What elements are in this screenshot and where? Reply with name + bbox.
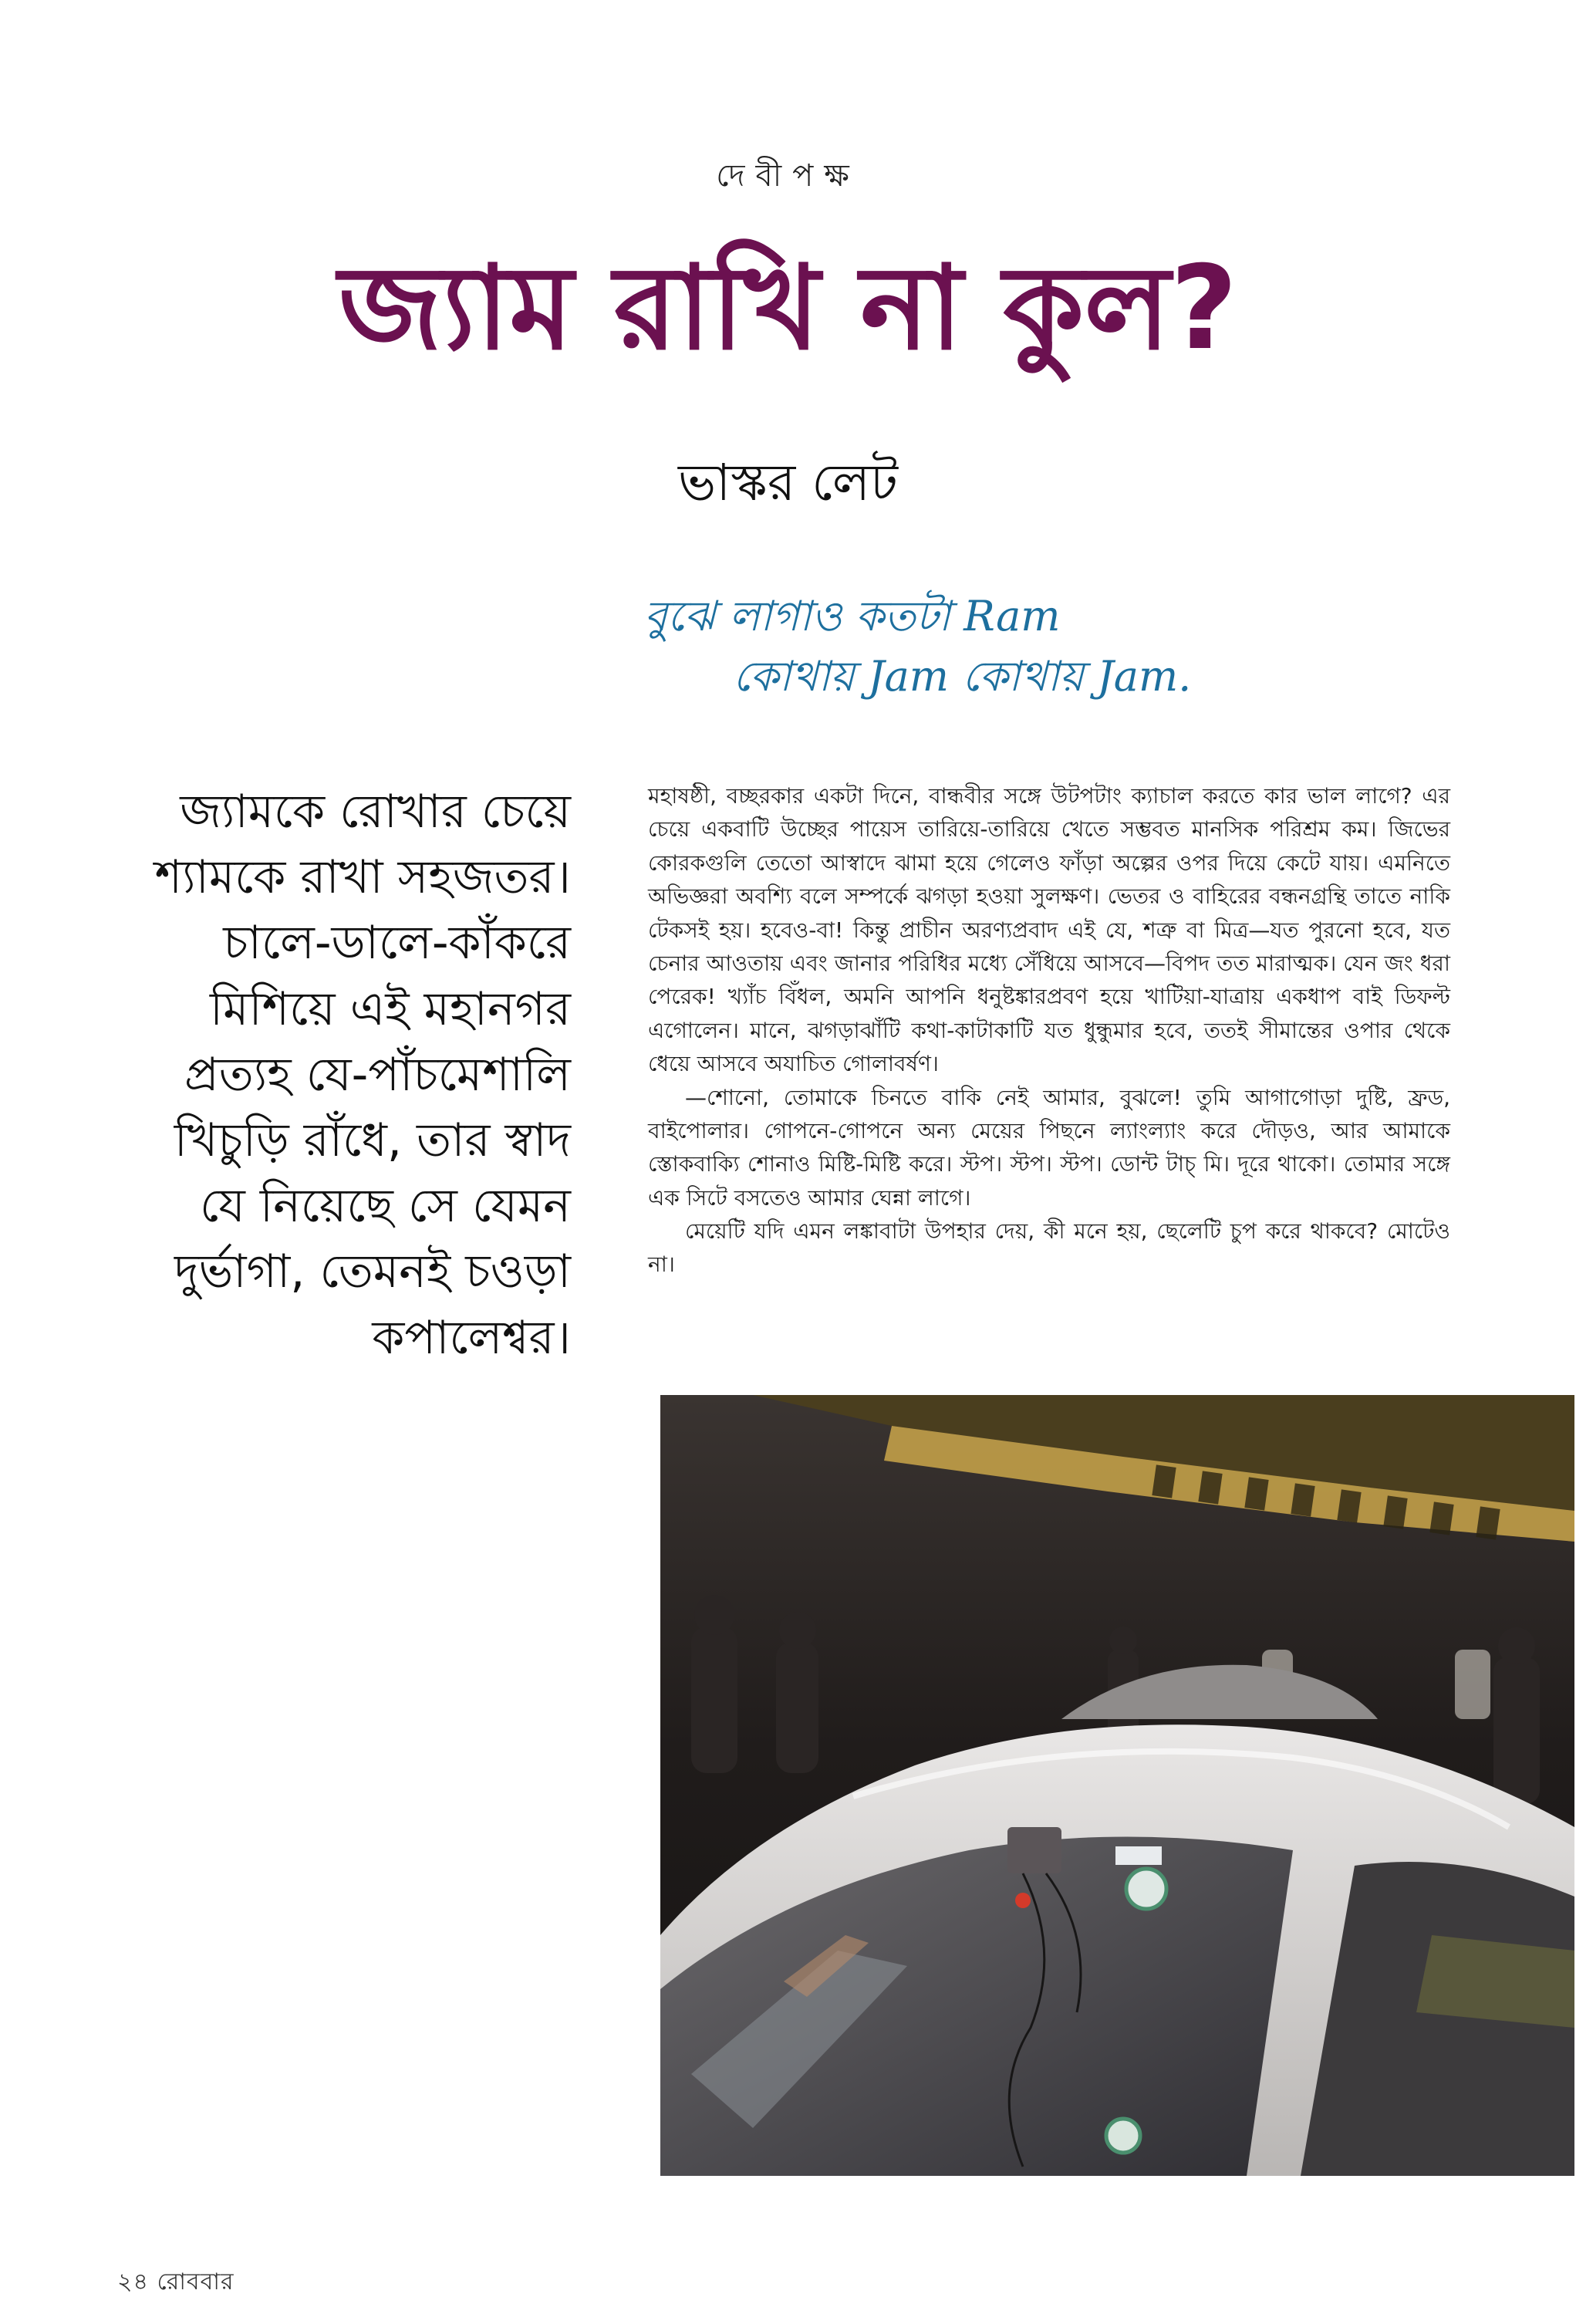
page-number: ২৪	[117, 2268, 149, 2295]
handwritten-note-line-1: বুঝে লাগাও কতটা Ram	[644, 592, 1061, 640]
article-body	[648, 779, 1450, 1282]
car-photo-illustration	[660, 1395, 1574, 2176]
pull-quote-text: জ্যামকে রোখার চেয়ে শ্যামকে রাখা সহজতর। চালে-ডালে-কাঁকরে মিশিয়ে এই মহানগর প্রত্যহ যে-পাঁচমেশালি খিচুড়ি রাঁধে, তার স্বাদ যে নিয়েছে সে যেমন দুর্ভাগা, তেমনই চওড়া কপালেশ্বর।	[154, 785, 571, 1365]
traffic-jam-photo	[660, 1395, 1574, 2176]
body-paragraph-2: —শোনো, তোমাকে চিনতে বাকি নেই আমার, বুঝলে! তুমি আগাগোড়া দুষ্টি, ফ্রড, বাইপোলার। গোপনে-গোপনে অন্য মেয়ের পিছনে ল্যাংল্যাং করে দৌড়ও, আর আমাকে স্তোকবাক্যি শোনাও মিষ্টি-মিষ্টি করে। স্টপ। স্টপ। স্টপ। ডোন্ট টাচ্ মি। দূরে থাকো। তোমার সঙ্গে এক সিটে বসতেও আমার ঘেন্না লাগে।	[648, 1084, 1450, 1211]
body-paragraph-1: মহাষষ্ঠী, বচ্ছরকার একটা দিনে, বান্ধবীর সঙ্গে উটপটাং ক্যাচাল করতে কার ভাল লাগে? এর চেয়ে একবাটি উচ্ছের পায়েস তারিয়ে-তারিয়ে খেতে সম্ভবত মানসিক পরিশ্রম কম। জিভের কোরকগুলি তেতো আস্বাদে ঝামা হয়ে গেলেও ফাঁড়া অল্পের ওপর দিয়ে কেটে যায়। এমনিতে অভিজ্ঞরা অবশ্যি বলে সম্পর্কে ঝগড়া হওয়া সুলক্ষণ। ভেতর ও বাহিরের বন্ধনগ্রন্থি তাতে নাকি টেকসই হয়। হবেও-বা! কিন্তু প্রাচীন অরণ্যপ্রবাদ এই যে, শত্রু বা মিত্র—যত পুরনো হবে, যত চেনার আওতায় এবং জানার পরিধির মধ্যে সেঁধিয়ে আসবে—বিপদ তত মারাত্মক। যেন জং ধরা পেরেক! খ্যাঁচ বিঁধল, অমনি আপনি ধনুষ্টঙ্কারপ্রবণ হয়ে খাটিয়া-যাত্রায় একধাপ বাই ডিফল্ট এগোলেন। মানে, ঝগড়াঝাঁটি কথা-কাটাকাটি যত ধুন্ধুমার হবে, ততই সীমান্তের ওপার থেকে ধেয়ে আসবে অযাচিত গোলাবর্ষণ।	[648, 783, 1450, 1077]
handwritten-note-line-2: কোথায় Jam কোথায় Jam.	[733, 652, 1192, 701]
body-paragraph-3: মেয়েটি যদি এমন লঙ্কাবাটা উপহার দেয়, কী মনে হয়, ছেলেটি চুপ করে থাকবে? মোটেও না।	[648, 1218, 1450, 1278]
handwritten-note	[644, 586, 1416, 708]
publication-name: রোববার	[157, 2268, 235, 2295]
page-folio	[117, 2263, 235, 2302]
pull-quote	[147, 779, 571, 1371]
byline: ভাস্কর লেট	[677, 453, 899, 512]
section-kicker: দেবীপক্ষ	[716, 158, 860, 194]
headline: জ্যাম রাখি না কুল?	[338, 242, 1238, 376]
